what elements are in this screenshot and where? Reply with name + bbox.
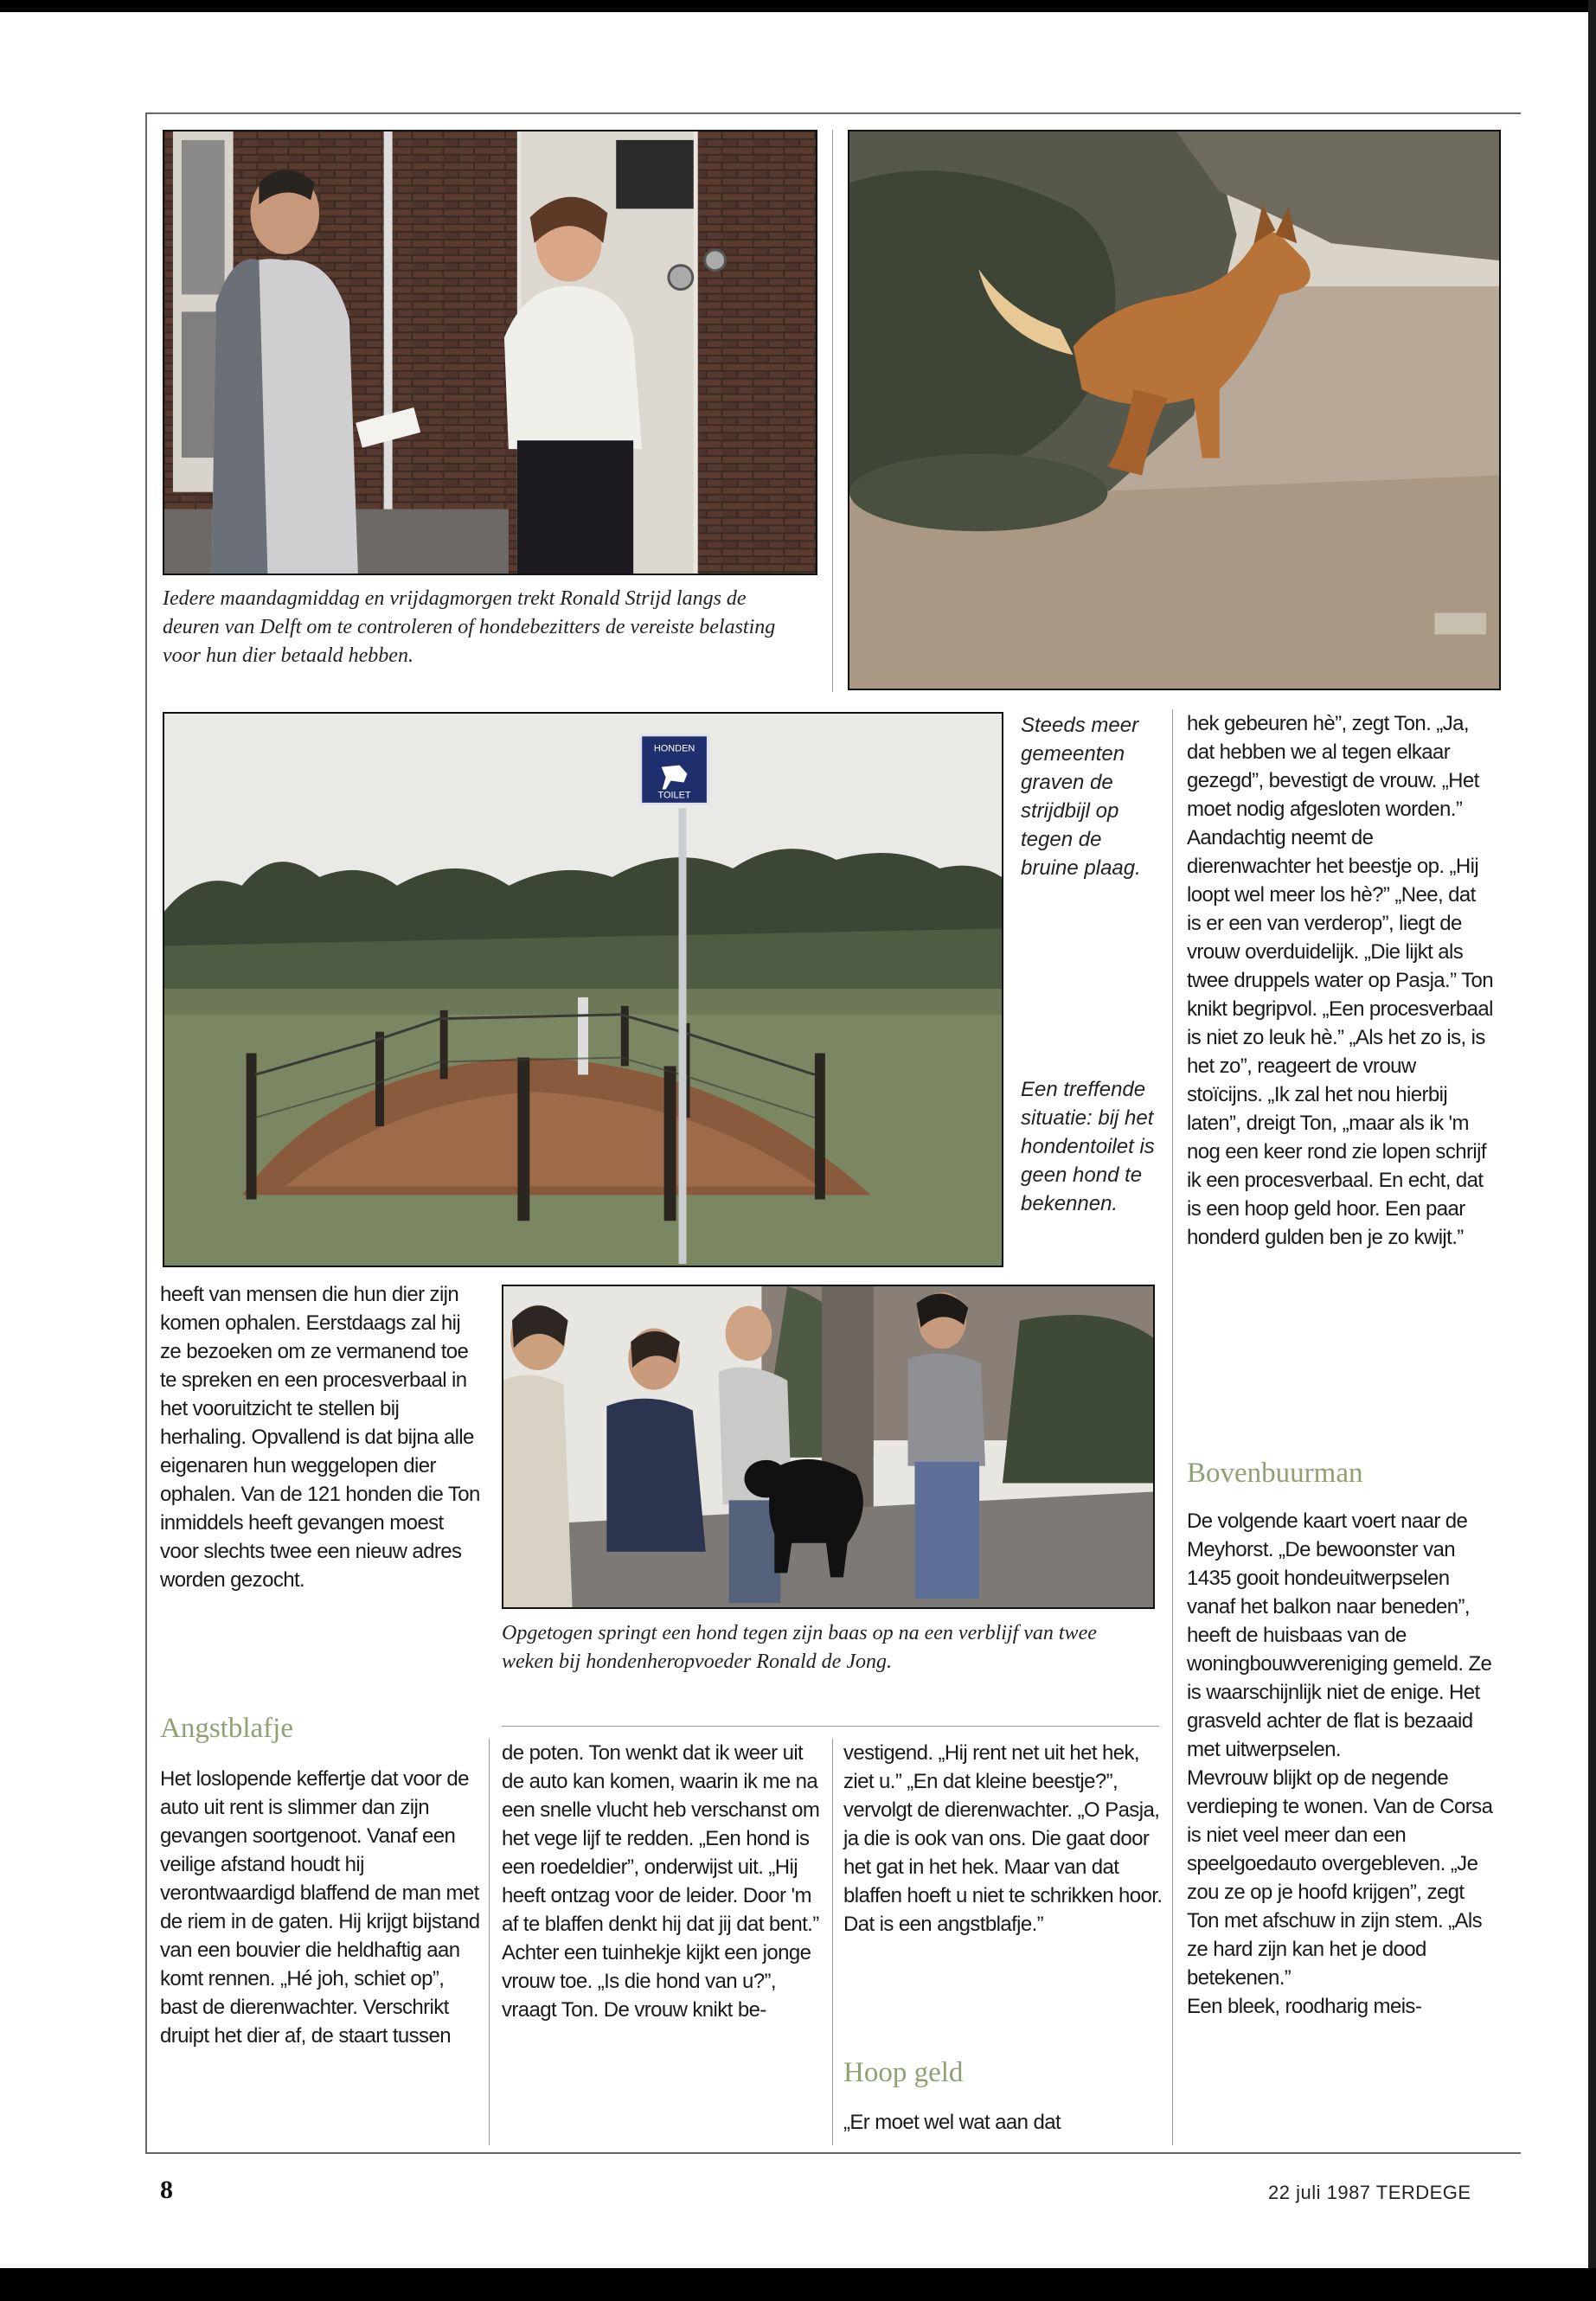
photo-dog-toilet [163, 712, 1003, 1267]
scan-right-border [1588, 0, 1596, 2301]
column-rule [1172, 709, 1173, 2145]
scan-top-border [0, 0, 1596, 12]
article-col4-top: hek gebeuren hè”, zegt Ton. „Ja, dat hebben we al tegen elkaar gezegd”, bevestigt de vrouw. „Het moet nodig afgesloten worden.” Aandachtig neemt de dierenwachter het beestje op. „Hij loopt wel meer los hè?” „Nee, dat is er een van verderop”, liegt de vrouw overduidelijk. „Die lijkt als twee druppels water op Pasja.” Ton knikt begripvol. „Een procesverbaal is niet zo leuk hè.” „Als het zo is, is het zo”, reageert de vrouw stoïcijns. „Ik zal het nou hierbij laten”, dreigt Ton, „maar als ik 'm nog een keer rond zie lopen schrijf ik een procesverbaal. En echt, dat is een hoop geld hoor. Een paar honderd gulden ben je zo kwijt.” [1187, 712, 1494, 1249]
article-col3: vestigend. „Hij rent net uit het hek, ziet u.” „En dat kleine beestje?”, vervolgt de dierenwachter. „O Pasja, ja die is ook van ons. Die gaat door het gat in het hek. Maar van dat blaffen hoeft u niet te schrikken hoor. Dat is een angstblafje.” [843, 1741, 1163, 1936]
photo-group-with-dog [502, 1285, 1155, 1609]
article-col4-paragraph: De volgende kaart voert naar de Meyhorst. „De bewoonster van 1435 gooit hondeuitwerpselen vanaf het balkon naar beneden”, heeft de huisbaas van de woningbouwvereniging gemeld. Ze is waarschijnlijk niet de enige. Het grasveld achter de flat is bezaaid met uitwerpselen. [1187, 1509, 1492, 1761]
column-rule [832, 1739, 833, 2145]
column-rule [489, 1739, 490, 2145]
issue-date: 22 juli 1987 TERDEGE [1268, 2182, 1471, 2203]
article-col4-paragraph: Een bleek, roodharig meis- [1187, 1995, 1422, 2018]
article-col1-bottom: Het loslopende keffertje dat voor de auto uit rent is slimmer dan zijn gevangen soortgenoot. Vanaf een veilige afstand houdt hij verontwaardigd blaffend de man met de riem in de gaten. Hij krijgt bijstand van een bouvier die heldhaftig aan komt rennen. „Hé joh, schiet op”, bast de dierenwachter. Verschrikt druipt het dier af, de staart tussen [160, 1767, 480, 2048]
page-frame-left [145, 112, 147, 2154]
caption-treffende-situatie: Een treffende situatie: bij het hondentoilet is geen hond te bekennen. [1021, 1078, 1155, 1215]
caption-steeds-meer: Steeds meer gemeenten graven de strijdbijl op tegen de bruine plaag. [1021, 714, 1141, 880]
caption-inspector: Iedere maandagmiddag en vrijdagmorgen trekt Ronald Strijd langs de deuren van Delft om te controleren of hondebezitters de vereiste belasting voor hun dier betaald hebben. [163, 587, 776, 667]
caption-group: Opgetogen springt een hond tegen zijn baas op na een verblijf van twee weken bij hondenheropvoeder Ronald de Jong. [502, 1622, 1097, 1673]
scan-bottom-border [0, 2268, 1596, 2301]
column-rule [832, 130, 833, 692]
article-col3-bottom: „Er moet wel wat aan dat [843, 2111, 1061, 2134]
photo-dog [848, 130, 1501, 690]
caption-rule [502, 1726, 1159, 1727]
page-frame-bottom [145, 2152, 1521, 2154]
heading-bovenbuurman: Bovenbuurman [1187, 1458, 1363, 1489]
article-col4-paragraph: Mevrouw blijkt op de negende verdieping te wonen. Van de Corsa is niet veel meer dan een speelgoedauto overgebleven. „Je zou ze op je hoofd krijgen”, zegt Ton met afschuw in zijn stem. „Als ze hard zijn kan het je dood betekenen.” [1187, 1766, 1493, 1990]
sign-text-line1: HONDEN [653, 743, 695, 754]
heading-angstblafje: Angstblafje [160, 1713, 293, 1744]
article-col2: de poten. Ton wenkt dat ik weer uit de auto kan komen, waarin ik me na een snelle vlucht heb verschanst om het vege lijf te redden. „Een hond is een roedeldier”, onderwijst uit. „Hij heeft ontzag voor de leider. Door 'm af te blaffen denkt hij dat jij dat bent.” Achter een tuinhekje kijkt een jonge vrouw toe. „Is die hond van u?”, vraagt Ton. De vrouw knikt be- [502, 1741, 820, 2022]
article-col4-bottom [1187, 1507, 1494, 2021]
article-col1-top: heeft van mensen die hun dier zijn komen ophalen. Eerstdaags zal hij ze bezoeken om ze vermanend toe te spreken en een procesverbaal in het vooruitzicht te stellen bij herhaling. Opvallend is dat bijna alle eigenaren hun weggelopen dier ophalen. Van de 121 honden die Ton inmiddels heeft gevangen moest voor slechts twee een nieuw adres worden gezocht. [160, 1283, 480, 1592]
page-number: 8 [160, 2176, 173, 2204]
heading-hoop-geld: Hoop geld [843, 2057, 964, 2088]
page-frame-top [145, 112, 1521, 114]
sign-text-line2: TOILET [657, 790, 691, 801]
photo-inspector-at-door [163, 130, 817, 575]
